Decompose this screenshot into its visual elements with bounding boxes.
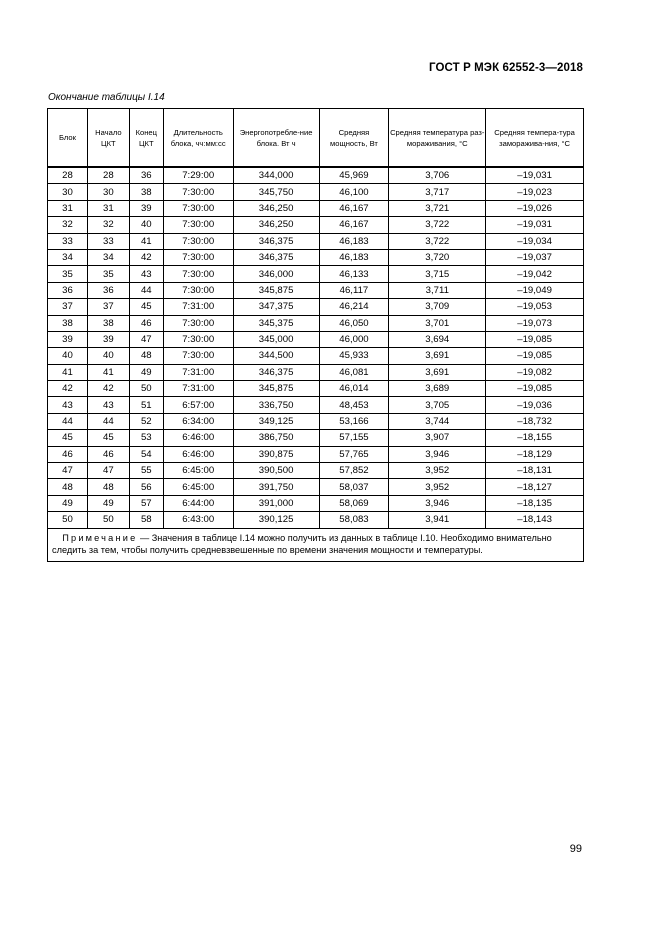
table-cell: 7:30:00 xyxy=(163,184,233,200)
table-cell: 33 xyxy=(48,233,88,249)
table-cell: –18,732 xyxy=(486,413,584,429)
table-caption: Окончание таблицы I.14 xyxy=(48,92,165,103)
table-cell: 46,133 xyxy=(319,266,389,282)
table-cell: 39 xyxy=(87,331,129,347)
table-cell: 46 xyxy=(129,315,163,331)
column-header: Длительность блока, чч:мм:сс xyxy=(163,109,233,168)
table-cell: 3,709 xyxy=(389,299,486,315)
table-cell: 7:30:00 xyxy=(163,249,233,265)
table-cell: 345,875 xyxy=(233,282,319,298)
table-cell: 47 xyxy=(129,331,163,347)
table-cell: 57,765 xyxy=(319,446,389,462)
table-cell: –19,085 xyxy=(486,331,584,347)
table-cell: 7:31:00 xyxy=(163,299,233,315)
table-cell: 3,691 xyxy=(389,348,486,364)
table-cell: 50 xyxy=(129,381,163,397)
table-cell: 57,155 xyxy=(319,430,389,446)
table-cell: 7:30:00 xyxy=(163,315,233,331)
table-cell: 49 xyxy=(87,495,129,511)
table-body xyxy=(48,167,584,561)
table-cell: –18,143 xyxy=(486,512,584,528)
table-cell: 344,500 xyxy=(233,348,319,364)
table-cell: 6:44:00 xyxy=(163,495,233,511)
table-cell: 349,125 xyxy=(233,413,319,429)
table-cell: 3,701 xyxy=(389,315,486,331)
table-cell: 28 xyxy=(87,167,129,184)
column-header: Начало ЦКТ xyxy=(87,109,129,168)
table-note xyxy=(48,528,584,561)
table-cell: 3,711 xyxy=(389,282,486,298)
table-cell: 32 xyxy=(87,217,129,233)
table-cell: –18,127 xyxy=(486,479,584,495)
table-header xyxy=(48,109,584,168)
table-cell: 43 xyxy=(129,266,163,282)
table-cell: 58,069 xyxy=(319,495,389,511)
table-cell: 3,706 xyxy=(389,167,486,184)
table-cell: 49 xyxy=(48,495,88,511)
table-cell: 46 xyxy=(87,446,129,462)
table-cell: –18,155 xyxy=(486,430,584,446)
table-row xyxy=(48,397,584,413)
table-row xyxy=(48,249,584,265)
table-cell: 7:30:00 xyxy=(163,217,233,233)
table-cell: –19,085 xyxy=(486,348,584,364)
table-cell: 7:30:00 xyxy=(163,348,233,364)
table-cell: 53 xyxy=(129,430,163,446)
table-cell: 7:31:00 xyxy=(163,381,233,397)
note-text: — Значения в таблице I.14 можно получить из данных в таблице I.10. Необходимо внимательно следить за тем, чтобы получить средневзвешенные по времени значения мощности и температуры. xyxy=(52,532,552,556)
table-cell: 48 xyxy=(48,479,88,495)
table-cell: 346,000 xyxy=(233,266,319,282)
table-cell: 3,715 xyxy=(389,266,486,282)
table-cell: 46,081 xyxy=(319,364,389,380)
table-cell: –19,073 xyxy=(486,315,584,331)
table-cell: 58,083 xyxy=(319,512,389,528)
table-cell: 31 xyxy=(48,200,88,216)
table-row xyxy=(48,217,584,233)
table-cell: 38 xyxy=(129,184,163,200)
table-cell: 3,721 xyxy=(389,200,486,216)
table-cell: 46,100 xyxy=(319,184,389,200)
table-cell: 50 xyxy=(48,512,88,528)
table-cell: 32 xyxy=(48,217,88,233)
table-cell: –19,037 xyxy=(486,249,584,265)
table-row xyxy=(48,315,584,331)
table-cell: 44 xyxy=(129,282,163,298)
table-cell: –19,036 xyxy=(486,397,584,413)
table-cell: –19,042 xyxy=(486,266,584,282)
table-row xyxy=(48,512,584,528)
table-cell: 3,722 xyxy=(389,217,486,233)
table-cell: 346,375 xyxy=(233,233,319,249)
table-cell: 347,375 xyxy=(233,299,319,315)
table-row xyxy=(48,184,584,200)
table-cell: 6:46:00 xyxy=(163,430,233,446)
table-cell: 35 xyxy=(48,266,88,282)
table-row xyxy=(48,413,584,429)
table-cell: 46,183 xyxy=(319,233,389,249)
table-cell: 6:57:00 xyxy=(163,397,233,413)
document-standard-header: ГОСТ Р МЭК 62552-3—2018 xyxy=(429,62,583,74)
table-cell: 345,000 xyxy=(233,331,319,347)
table-cell: –19,085 xyxy=(486,381,584,397)
table-cell: 40 xyxy=(129,217,163,233)
table-cell: –19,031 xyxy=(486,167,584,184)
table-cell: 3,722 xyxy=(389,233,486,249)
table-cell: 3,689 xyxy=(389,381,486,397)
table-cell: 41 xyxy=(48,364,88,380)
table-cell: 44 xyxy=(87,413,129,429)
table-row xyxy=(48,233,584,249)
table-cell: 46,000 xyxy=(319,331,389,347)
table-row xyxy=(48,348,584,364)
table-cell: 57 xyxy=(129,495,163,511)
table-cell: –19,031 xyxy=(486,217,584,233)
table-cell: 46,050 xyxy=(319,315,389,331)
table-cell: 58,037 xyxy=(319,479,389,495)
table-cell: 3,691 xyxy=(389,364,486,380)
table-cell: –19,049 xyxy=(486,282,584,298)
table-cell: 45 xyxy=(87,430,129,446)
table-cell: 39 xyxy=(129,200,163,216)
table-cell: 43 xyxy=(87,397,129,413)
table-cell: 3,744 xyxy=(389,413,486,429)
table-cell: 7:30:00 xyxy=(163,200,233,216)
table-row xyxy=(48,446,584,462)
table-cell: 46,167 xyxy=(319,200,389,216)
table-cell: 345,375 xyxy=(233,315,319,331)
table-cell: 36 xyxy=(87,282,129,298)
table-cell: 42 xyxy=(48,381,88,397)
table-row xyxy=(48,430,584,446)
table-row xyxy=(48,282,584,298)
table-cell: 46,117 xyxy=(319,282,389,298)
table-cell: 56 xyxy=(129,479,163,495)
table-cell: 45,969 xyxy=(319,167,389,184)
table-cell: –18,131 xyxy=(486,463,584,479)
table-cell: 46,014 xyxy=(319,381,389,397)
table-cell: 44 xyxy=(48,413,88,429)
table-cell: 45 xyxy=(48,430,88,446)
table-row xyxy=(48,266,584,282)
table-cell: 57,852 xyxy=(319,463,389,479)
table-cell: 346,250 xyxy=(233,217,319,233)
table-cell: 6:45:00 xyxy=(163,479,233,495)
table-cell: –19,026 xyxy=(486,200,584,216)
table-cell: –19,082 xyxy=(486,364,584,380)
table-header-row xyxy=(48,109,584,168)
table-cell: 390,875 xyxy=(233,446,319,462)
table-cell: 47 xyxy=(87,463,129,479)
table-cell: 346,375 xyxy=(233,249,319,265)
table-cell: 34 xyxy=(48,249,88,265)
table-cell: 6:43:00 xyxy=(163,512,233,528)
column-header: Средняя температура раз-мораживания, °С xyxy=(389,109,486,168)
table-cell: 7:30:00 xyxy=(163,282,233,298)
table-cell: 31 xyxy=(87,200,129,216)
table-row xyxy=(48,331,584,347)
table-row xyxy=(48,463,584,479)
table-cell: –19,023 xyxy=(486,184,584,200)
table-cell: 48,453 xyxy=(319,397,389,413)
table-cell: –18,135 xyxy=(486,495,584,511)
table-cell: 36 xyxy=(129,167,163,184)
table-cell: 53,166 xyxy=(319,413,389,429)
table-cell: 390,500 xyxy=(233,463,319,479)
table-cell: 3,952 xyxy=(389,463,486,479)
table-cell: 55 xyxy=(129,463,163,479)
table-cell: 30 xyxy=(48,184,88,200)
table-cell: 48 xyxy=(129,348,163,364)
table-row xyxy=(48,200,584,216)
table-cell: 7:30:00 xyxy=(163,266,233,282)
table-cell: 40 xyxy=(48,348,88,364)
table-cell: 46 xyxy=(48,446,88,462)
table-cell: 38 xyxy=(48,315,88,331)
table-cell: 391,750 xyxy=(233,479,319,495)
table-cell: 6:45:00 xyxy=(163,463,233,479)
column-header: Средняя темпера-тура заморажива-ния, °С xyxy=(486,109,584,168)
table-cell: 51 xyxy=(129,397,163,413)
table-cell: 46,167 xyxy=(319,217,389,233)
table-cell: 7:31:00 xyxy=(163,364,233,380)
table-cell: 28 xyxy=(48,167,88,184)
table-cell: 45 xyxy=(129,299,163,315)
table-cell: 35 xyxy=(87,266,129,282)
column-header: Средняя мощность, Вт xyxy=(319,109,389,168)
table-cell: 3,907 xyxy=(389,430,486,446)
table-cell: 3,952 xyxy=(389,479,486,495)
table-cell: 39 xyxy=(48,331,88,347)
table-cell: 46,183 xyxy=(319,249,389,265)
table-cell: 43 xyxy=(48,397,88,413)
table-cell: 42 xyxy=(87,381,129,397)
table-row xyxy=(48,495,584,511)
table-cell: 30 xyxy=(87,184,129,200)
table-cell: 36 xyxy=(48,282,88,298)
table-cell: 3,694 xyxy=(389,331,486,347)
table-cell: 6:46:00 xyxy=(163,446,233,462)
table-cell: 345,875 xyxy=(233,381,319,397)
table-cell: 3,946 xyxy=(389,446,486,462)
table-cell: –19,053 xyxy=(486,299,584,315)
page-number: 99 xyxy=(569,843,582,855)
table-cell: 40 xyxy=(87,348,129,364)
column-header: Конец ЦКТ xyxy=(129,109,163,168)
column-header: Энергопотребле-ние блока. Вт ч xyxy=(233,109,319,168)
table-cell: 3,720 xyxy=(389,249,486,265)
table-cell: –18,129 xyxy=(486,446,584,462)
table-cell: 41 xyxy=(87,364,129,380)
table-cell: 346,250 xyxy=(233,200,319,216)
note-label: Примечание xyxy=(62,532,138,543)
table-cell: 58 xyxy=(129,512,163,528)
table-cell: 45,933 xyxy=(319,348,389,364)
table-cell: 42 xyxy=(129,249,163,265)
table-cell: 3,941 xyxy=(389,512,486,528)
data-table xyxy=(47,108,584,562)
column-header: Блок xyxy=(48,109,88,168)
table-cell: 3,946 xyxy=(389,495,486,511)
table-cell: 37 xyxy=(48,299,88,315)
table-row xyxy=(48,381,584,397)
table-cell: 48 xyxy=(87,479,129,495)
table-cell: 49 xyxy=(129,364,163,380)
table-cell: 33 xyxy=(87,233,129,249)
table-cell: 7:30:00 xyxy=(163,331,233,347)
table-cell: 54 xyxy=(129,446,163,462)
table-cell: 38 xyxy=(87,315,129,331)
table-cell: 52 xyxy=(129,413,163,429)
table-cell: 344,000 xyxy=(233,167,319,184)
table-cell: 3,717 xyxy=(389,184,486,200)
table-cell: 50 xyxy=(87,512,129,528)
table-cell: 391,000 xyxy=(233,495,319,511)
table-cell: 34 xyxy=(87,249,129,265)
table-cell: 7:29:00 xyxy=(163,167,233,184)
table-cell: –19,034 xyxy=(486,233,584,249)
table-cell: 336,750 xyxy=(233,397,319,413)
table-cell: 6:34:00 xyxy=(163,413,233,429)
table-row xyxy=(48,299,584,315)
note-row xyxy=(48,528,584,561)
table-cell: 37 xyxy=(87,299,129,315)
table-row xyxy=(48,479,584,495)
table-cell: 386,750 xyxy=(233,430,319,446)
table-cell: 3,705 xyxy=(389,397,486,413)
table-cell: 7:30:00 xyxy=(163,233,233,249)
table-cell: 345,750 xyxy=(233,184,319,200)
table-cell: 346,375 xyxy=(233,364,319,380)
table-row xyxy=(48,364,584,380)
table-cell: 46,214 xyxy=(319,299,389,315)
table-cell: 41 xyxy=(129,233,163,249)
table-cell: 390,125 xyxy=(233,512,319,528)
table-row xyxy=(48,167,584,184)
table-cell: 47 xyxy=(48,463,88,479)
